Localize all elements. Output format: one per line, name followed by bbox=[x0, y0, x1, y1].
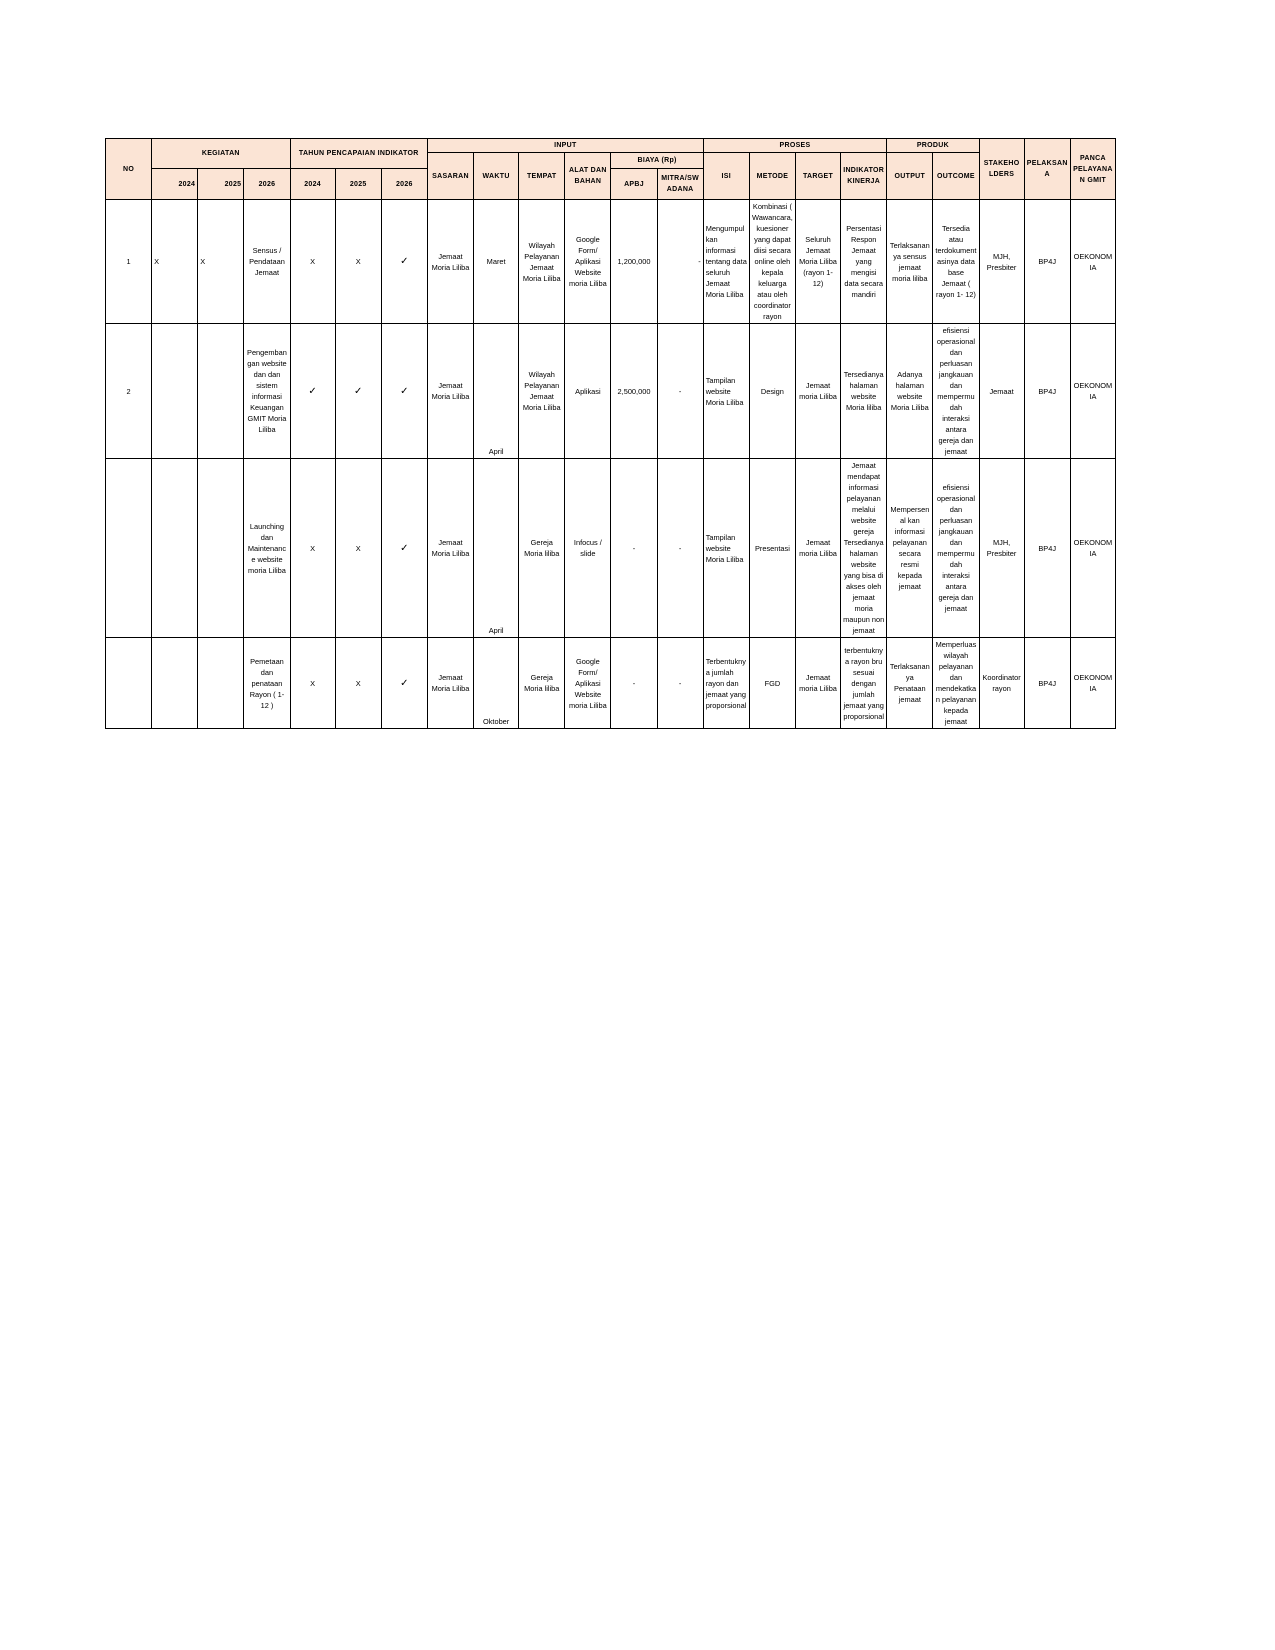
header-kegiatan: KEGIATAN bbox=[152, 139, 290, 169]
table-body bbox=[106, 200, 1116, 729]
cell-panca: OEKONOMIA bbox=[1070, 200, 1115, 324]
cell-kegiatan-2024 bbox=[152, 324, 198, 459]
table-row bbox=[106, 638, 1116, 729]
cell-panca: OEKONOMIA bbox=[1070, 324, 1115, 459]
cell-sasaran: Jemaat Moria Liliba bbox=[427, 324, 473, 459]
cell-tahun-2026: ✓ bbox=[381, 200, 427, 324]
cell-tahun-2024: X bbox=[290, 459, 335, 638]
header-apbj: APBJ bbox=[611, 169, 657, 200]
cell-tempat: Gereja Moria liliba bbox=[519, 459, 565, 638]
header-tahun-2026: 2026 bbox=[381, 169, 427, 200]
cell-apbj: 1,200,000 bbox=[611, 200, 657, 324]
cell-indikator: Tersedianya halaman website Moria liliba bbox=[841, 324, 887, 459]
cell-kegiatan-2024: X bbox=[152, 200, 198, 324]
cell-indikator: terbentuknya rayon bru sesuai dengan jumlah jemaat yang proporsional bbox=[841, 638, 887, 729]
cell-output: Adanya halaman website Moria Liliba bbox=[887, 324, 933, 459]
header-pelaksana: PELAKSANA bbox=[1024, 139, 1070, 200]
header-target: TARGET bbox=[795, 153, 840, 200]
cell-kegiatan-2025 bbox=[198, 459, 244, 638]
cell-stakeholders: Koordinator rayon bbox=[979, 638, 1024, 729]
cell-pelaksana: BP4J bbox=[1024, 200, 1070, 324]
cell-pelaksana: BP4J bbox=[1024, 324, 1070, 459]
cell-apbj: 2,500,000 bbox=[611, 324, 657, 459]
cell-mitra: - bbox=[657, 459, 703, 638]
cell-tahun-2024: X bbox=[290, 638, 335, 729]
cell-metode: Presentasi bbox=[749, 459, 795, 638]
cell-kegiatan-2025: X bbox=[198, 200, 244, 324]
header-output: OUTPUT bbox=[887, 153, 933, 200]
cell-tahun-2024: ✓ bbox=[290, 324, 335, 459]
cell-alat: Infocus / slide bbox=[565, 459, 611, 638]
header-kegiatan-2026: 2026 bbox=[244, 169, 290, 200]
cell-waktu: April bbox=[474, 459, 519, 638]
header-kegiatan-2025: 2025 bbox=[198, 169, 244, 200]
cell-kegiatan-2025 bbox=[198, 324, 244, 459]
cell-tempat: Wilayah Pelayanan Jemaat Moria Liliba bbox=[519, 324, 565, 459]
cell-sasaran: Jemaat Moria Liliba bbox=[427, 459, 473, 638]
header-stakeholders: STAKEHOLDERS bbox=[979, 139, 1024, 200]
cell-pelaksana: BP4J bbox=[1024, 638, 1070, 729]
cell-panca: OEKONOMIA bbox=[1070, 459, 1115, 638]
cell-tahun-2024: X bbox=[290, 200, 335, 324]
cell-metode: Kombinasi ( Wawancara, kuesioner yang dapat diisi secara online oleh kepala keluarga atau oleh coordinator rayon bbox=[749, 200, 795, 324]
header-isi: ISI bbox=[703, 153, 749, 200]
cell-alat: Google Form/ Aplikasi Website moria Liliba bbox=[565, 638, 611, 729]
cell-target: Jemaat moria Liliba bbox=[795, 638, 840, 729]
cell-mitra: - bbox=[657, 638, 703, 729]
header-produk: PRODUK bbox=[887, 139, 979, 153]
header-biaya: BIAYA (Rp) bbox=[611, 153, 703, 169]
header-tahun-2025: 2025 bbox=[335, 169, 381, 200]
cell-tempat: Wilayah Pelayanan Jemaat Moria Liliba bbox=[519, 200, 565, 324]
header-no: NO bbox=[106, 139, 152, 200]
cell-tempat: Gereja Moria liliba bbox=[519, 638, 565, 729]
cell-waktu: Oktober bbox=[474, 638, 519, 729]
cell-panca: OEKONOMIA bbox=[1070, 638, 1115, 729]
cell-mitra: - bbox=[657, 324, 703, 459]
cell-metode: Design bbox=[749, 324, 795, 459]
cell-kegiatan-2024 bbox=[152, 459, 198, 638]
table-header bbox=[106, 139, 1116, 200]
header-metode: METODE bbox=[749, 153, 795, 200]
table-row bbox=[106, 324, 1116, 459]
cell-waktu: Maret bbox=[474, 200, 519, 324]
cell-isi: Terbentuknya jumlah rayon dan jemaat yang proporsional bbox=[703, 638, 749, 729]
cell-tahun-2025: X bbox=[335, 638, 381, 729]
header-input: INPUT bbox=[427, 139, 703, 153]
cell-stakeholders: MJH, Presbiter bbox=[979, 459, 1024, 638]
cell-alat: Google Form/ Aplikasi Website moria Liliba bbox=[565, 200, 611, 324]
cell-stakeholders: MJH, Presbiter bbox=[979, 200, 1024, 324]
cell-indikator: Persentasi Respon Jemaat yang mengisi data secara mandiri bbox=[841, 200, 887, 324]
header-sasaran: SASARAN bbox=[427, 153, 473, 200]
cell-outcome: efisiensi operasional dan perluasan jangkauan dan mempermudah interaksi antara gereja dan jemaat bbox=[933, 324, 979, 459]
cell-waktu: April bbox=[474, 324, 519, 459]
cell-no: 1 bbox=[106, 200, 152, 324]
header-panca: PANCA PELAYANAN GMIT bbox=[1070, 139, 1115, 200]
header-outcome: OUTCOME bbox=[933, 153, 979, 200]
cell-outcome: Tersedia atau terdokumentasinya data base Jemaat ( rayon 1- 12) bbox=[933, 200, 979, 324]
cell-kegiatan-2024 bbox=[152, 638, 198, 729]
cell-metode: FGD bbox=[749, 638, 795, 729]
header-tahun-2024: 2024 bbox=[290, 169, 335, 200]
cell-kegiatan-2025 bbox=[198, 638, 244, 729]
header-proses: PROSES bbox=[703, 139, 887, 153]
cell-tahun-2026: ✓ bbox=[381, 324, 427, 459]
cell-isi: Tampilan website Moria Liliba bbox=[703, 459, 749, 638]
header-tahun: TAHUN PENCAPAIAN INDIKATOR bbox=[290, 139, 427, 169]
header-mitra: MITRA/SWADANA bbox=[657, 169, 703, 200]
cell-tahun-2026: ✓ bbox=[381, 459, 427, 638]
cell-tahun-2025: ✓ bbox=[335, 324, 381, 459]
cell-isi: Mengumpulkan informasi tentang data seluruh Jemaat Moria Liliba bbox=[703, 200, 749, 324]
cell-alat: Aplikasi bbox=[565, 324, 611, 459]
header-alat: ALAT DAN BAHAN bbox=[565, 153, 611, 200]
cell-tahun-2026: ✓ bbox=[381, 638, 427, 729]
cell-target: Seluruh Jemaat Moria Liliba (rayon 1-12) bbox=[795, 200, 840, 324]
cell-output: Terlaksananya sensus jemaat moria liliba bbox=[887, 200, 933, 324]
cell-no: 2 bbox=[106, 324, 152, 459]
cell-outcome: Memperluas wilayah pelayanan dan mendekatkan pelayanan kepada jemaat bbox=[933, 638, 979, 729]
cell-tahun-2025: X bbox=[335, 200, 381, 324]
cell-output: Terlaksananya Penataan jemaat bbox=[887, 638, 933, 729]
table-row bbox=[106, 459, 1116, 638]
cell-stakeholders: Jemaat bbox=[979, 324, 1024, 459]
cell-sasaran: Jemaat Moria Liliba bbox=[427, 200, 473, 324]
program-table bbox=[105, 138, 1116, 729]
header-waktu: WAKTU bbox=[474, 153, 519, 200]
table-row bbox=[106, 200, 1116, 324]
cell-kegiatan: Launching dan Maintenance website moria Liliba bbox=[244, 459, 290, 638]
cell-indikator: Jemaat mendapat informasi pelayanan melalui website gereja Tersedianya halaman website yang bisa di akses oleh jemaat moria maupun non jemaat bbox=[841, 459, 887, 638]
header-tempat: TEMPAT bbox=[519, 153, 565, 200]
cell-tahun-2025: X bbox=[335, 459, 381, 638]
header-indikator: INDIKATOR KINERJA bbox=[841, 153, 887, 200]
cell-target: Jemaat moria Liliba bbox=[795, 459, 840, 638]
cell-target: Jemaat moria Liliba bbox=[795, 324, 840, 459]
cell-kegiatan: Pengembangan website dan dan sistem informasi Keuangan GMIT Moria Liliba bbox=[244, 324, 290, 459]
cell-kegiatan: Pemetaan dan penataan Rayon ( 1- 12 ) bbox=[244, 638, 290, 729]
cell-apbj: - bbox=[611, 638, 657, 729]
cell-kegiatan: Sensus / Pendataan Jemaat bbox=[244, 200, 290, 324]
cell-apbj: - bbox=[611, 459, 657, 638]
cell-sasaran: Jemaat Moria Liliba bbox=[427, 638, 473, 729]
header-kegiatan-2024: 2024 bbox=[152, 169, 198, 200]
cell-no bbox=[106, 459, 152, 638]
cell-mitra: - bbox=[657, 200, 703, 324]
cell-isi: Tampilan website Moria Liliba bbox=[703, 324, 749, 459]
cell-no bbox=[106, 638, 152, 729]
cell-output: Mempersenal kan informasi pelayanan secara resmi kepada jemaat bbox=[887, 459, 933, 638]
cell-pelaksana: BP4J bbox=[1024, 459, 1070, 638]
cell-outcome: efisiensi operasional dan perluasan jangkauan dan mempermudah interaksi antara gereja dan jemaat bbox=[933, 459, 979, 638]
